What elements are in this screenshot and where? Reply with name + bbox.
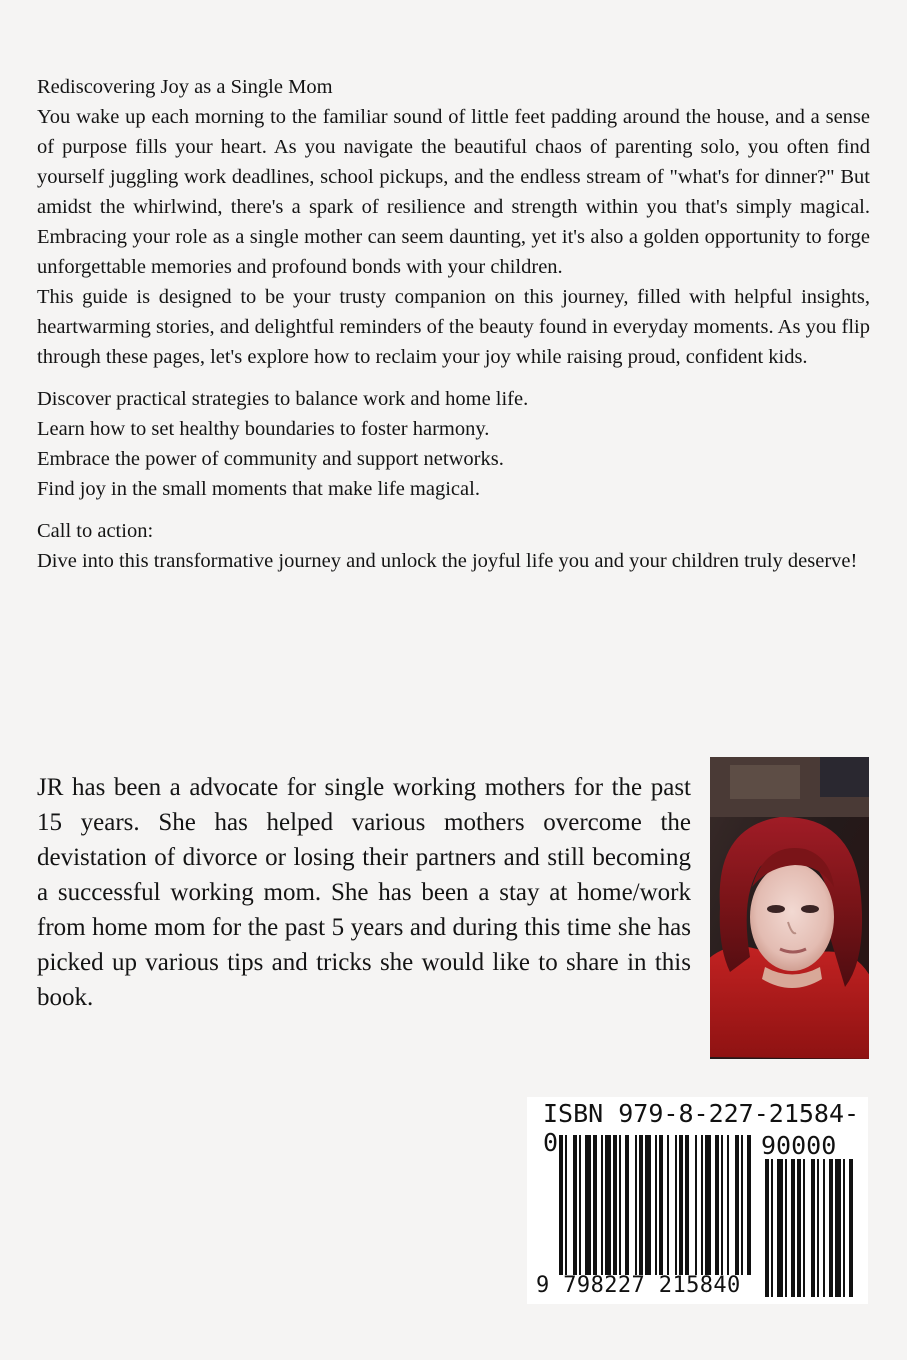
cta-text: Dive into this transformative journey and unlock the joyful life you and your children truly deserve! [37,550,858,572]
blurb-paragraph-2: This guide is designed to be your trusty companion on this journey, filled with helpful insights, heartwarming stories, and delightful reminders of the beauty found in everyday moments. As you flip through these pages, let's explore how to reclaim your joy while raising proud, confident kids. [37,286,870,368]
blurb-paragraph-1: You wake up each morning to the familiar sound of little feet padding around the house, and a sense of purpose fills your heart. As you navigate the beautiful chaos of parenting solo, you often find yourself juggling work deadlines, school pickups, and the endless stream of "what's for dinner?" But amidst the whirlwind, there's a spark of resilience and strength within you that's simply magical. Embracing your role as a single mother can seem daunting, yet it's also a golden opportunity to forge unforgettable memories and profound bonds with your children. [37,106,870,278]
ean-digits: 9 798227 215840 [536,1273,741,1298]
isbn-barcode [527,1097,868,1304]
author-photo [710,757,869,1059]
cta-label: Call to action: [37,520,154,542]
author-bio: JR has been a advocate for single working mothers for the past 15 years. She has helped various mothers overcome the devistation of divorce or losing their partners and still becoming a successful working mom. She has been a stay at home/work from home mom for the past 5 years and during this time she has picked up various tips and tricks she would like to share in this book. [37,774,691,1011]
blurb-point: Embrace the power of community and support networks. [37,448,504,470]
back-cover-blurb [37,72,870,576]
isbn-label: ISBN 979-8-227-21584-0 [543,1099,860,1157]
blurb-point: Discover practical strategies to balance work and home life. [37,388,529,410]
author-portrait-icon [710,757,869,1059]
blurb-point: Learn how to set healthy boundaries to foster harmony. [37,418,490,440]
blurb-point: Find joy in the small moments that make life magical. [37,478,480,500]
blurb-heading: Rediscovering Joy as a Single Mom [37,76,333,98]
price-code: 90000 [761,1131,837,1160]
